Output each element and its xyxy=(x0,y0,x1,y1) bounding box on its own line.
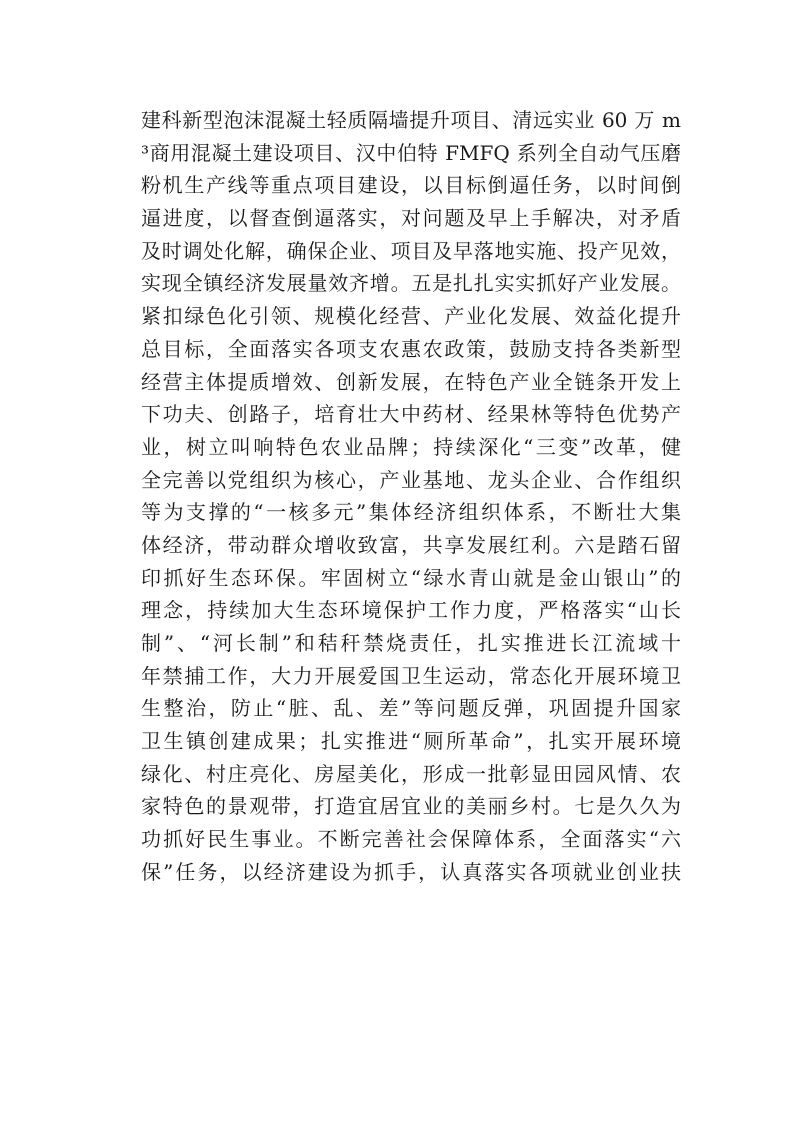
text-line: 业，树立叫响特色农业品牌；持续深化“三变”改革，健 xyxy=(141,434,681,459)
text-line: 粉机生产线等重点项目建设，以目标倒逼任务，以时间倒 xyxy=(141,173,681,198)
text-line: 理念，持续加大生态环境保护工作力度，严格落实“山长 xyxy=(141,598,681,623)
text-line: 印抓好生态环保。牢固树立“绿水青山就是金山银山”的 xyxy=(141,565,681,590)
text-line: 紧扣绿色化引领、规模化经营、产业化发展、效益化提升 xyxy=(141,304,681,329)
text-line: 逼进度，以督查倒逼落实，对问题及早上手解决，对矛盾 xyxy=(141,206,681,231)
text-line: 总目标，全面落实各项支农惠农政策，鼓励支持各类新型 xyxy=(141,336,681,361)
text-line: 经营主体提质增效、创新发展，在特色产业全链条开发上 xyxy=(141,369,681,394)
text-line: 功抓好民生事业。不断完善社会保障体系，全面落实“六 xyxy=(141,827,681,852)
text-line: 年禁捕工作，大力开展爱国卫生运动，常态化开展环境卫 xyxy=(141,663,681,688)
text-line: 及时调处化解，确保企业、项目及早落地实施、投产见效， xyxy=(141,238,681,263)
text-line: 制”、“河长制”和秸秆禁烧责任，扎实推进长江流域十 xyxy=(141,631,681,655)
text-line: 生整治，防止“脏、乱、差”等问题反弹，巩固提升国家 xyxy=(141,696,681,721)
text-line: 下功夫、创路子，培育壮大中药材、经果林等特色优势产 xyxy=(141,402,681,427)
text-line: 全完善以党组织为核心，产业基地、龙头企业、合作组织 xyxy=(141,467,681,492)
text-line: 绿化、村庄亮化、房屋美化，形成一批彰显田园风情、农 xyxy=(141,761,681,786)
text-line: 家特色的景观带，打造宜居宜业的美丽乡村。七是久久为 xyxy=(141,794,681,819)
text-line: 保”任务，以经济建设为抓手，认真落实各项就业创业扶 xyxy=(141,859,681,884)
text-line: 实现全镇经济发展量效齐增。五是扎扎实实抓好产业发展。 xyxy=(141,271,681,296)
text-line: 卫生镇创建成果；扎实推进“厕所革命”，扎实开展环境 xyxy=(141,729,681,754)
text-line: 体经济，带动群众增收致富，共享发展红利。六是踏石留 xyxy=(141,532,681,557)
text-line: ³商用混凝土建设项目、汉中伯特 FMFQ 系列全自动气压磨 xyxy=(141,140,681,165)
text-line: 建科新型泡沫混凝土轻质隔墙提升项目、清远实业 60 万 m xyxy=(141,108,681,132)
body-paragraph xyxy=(141,104,681,889)
text-line: 等为支撑的“一核多元”集体经济组织体系，不断壮大集 xyxy=(141,500,681,525)
